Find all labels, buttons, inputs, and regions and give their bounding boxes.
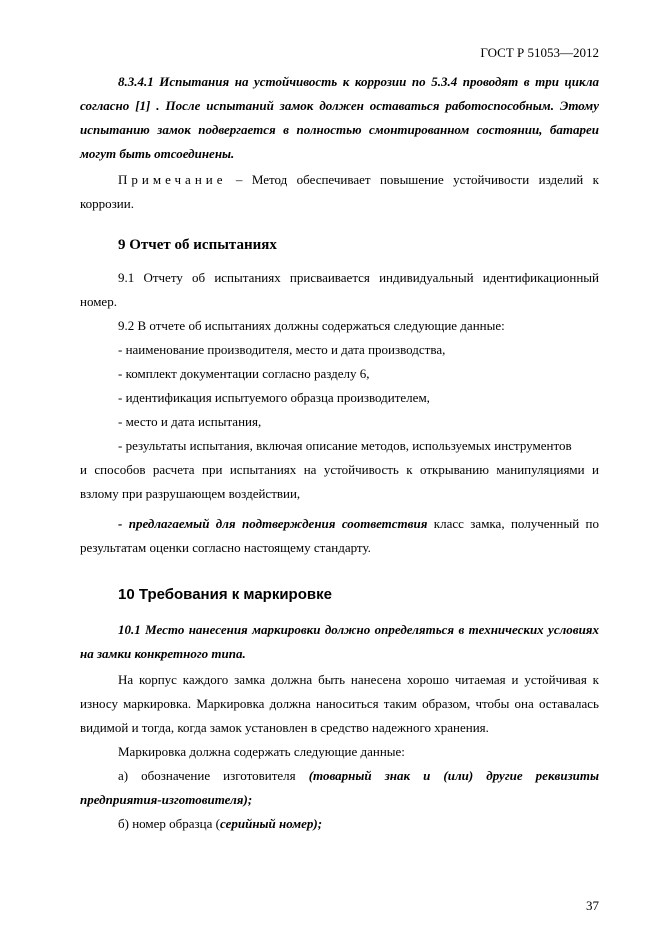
page-content [80, 70, 599, 836]
clause-9-1: 9.1 Отчету об испытаниях присваивается индивидуальный идентификационный номер. [80, 270, 599, 309]
report-item-4: - место и дата испытания, [118, 414, 262, 429]
report-item-6-text: класс замка, полученный по результатам оценки согласно настоящему стандарту. [80, 516, 599, 555]
marking-paragraph-1: На корпус каждого замка должна быть нанесена хорошо читаемая и устойчивая к износу маркировка. Маркировка должна наноситься таким образом, чтобы она оставалась видимой и тогда, когда замок установлен в средство надежного хранения. [80, 672, 599, 735]
clause-10-1: 10.1 Место нанесения маркировки должно определяться в технических условиях на замки конкретного типа. [80, 622, 599, 661]
clause-9-2: 9.2 В отчете об испытаниях должны содержаться следующие данные: [118, 318, 505, 333]
note-text: – Метод обеспечивает повышение устойчивости изделий к коррозии. [80, 172, 599, 211]
report-item-2: - комплект документации согласно разделу 6, [118, 366, 370, 381]
marking-item-b [80, 812, 599, 836]
report-item-5-rest: и способов расчета при испытаниях на устойчивость к открыванию манипуляциями и взлому при разрушающем воздействии, [80, 462, 599, 501]
marking-item-a-text: а) обозначение изготовителя [118, 768, 309, 783]
document-header: ГОСТ Р 51053—2012 [480, 45, 599, 60]
report-item-5-line1: - результаты испытания, включая описание методов, используемых инструментов [118, 438, 572, 453]
report-item-6 [80, 512, 599, 560]
section-10-title: 10 Требования к маркировке [118, 586, 332, 603]
marking-item-a-emphasis: (товарный знак и (или) другие реквизиты предприятия-изготовителя); [80, 768, 600, 807]
report-item-1: - наименование производителя, место и дата производства, [118, 342, 446, 357]
clause-8-3-4-1: 8.3.4.1 Испытания на устойчивость к коррозии по 5.3.4 проводят в три цикла согласно [1] . После испытаний замок должен оставаться работоспособным. Этому испытанию замок подвергается в полностью смонтированном состоянии, батареи могут быть отсоединены. [80, 74, 599, 161]
marking-item-b-emphasis: серийный номер); [219, 816, 323, 831]
marking-item-b-text: б) номер образца ( [118, 816, 220, 831]
note-label: Примечание [118, 172, 227, 187]
page-number: 37 [586, 898, 599, 913]
note-paragraph [80, 168, 599, 216]
report-item-3: - идентификация испытуемого образца производителем, [118, 390, 430, 405]
report-item-6-emphasis: - предлагаемый для подтверждения соответствия [118, 516, 428, 531]
section-9-title: 9 Отчет об испытаниях [118, 237, 277, 253]
marking-item-a [80, 764, 599, 812]
marking-paragraph-2: Маркировка должна содержать следующие данные: [118, 744, 405, 759]
